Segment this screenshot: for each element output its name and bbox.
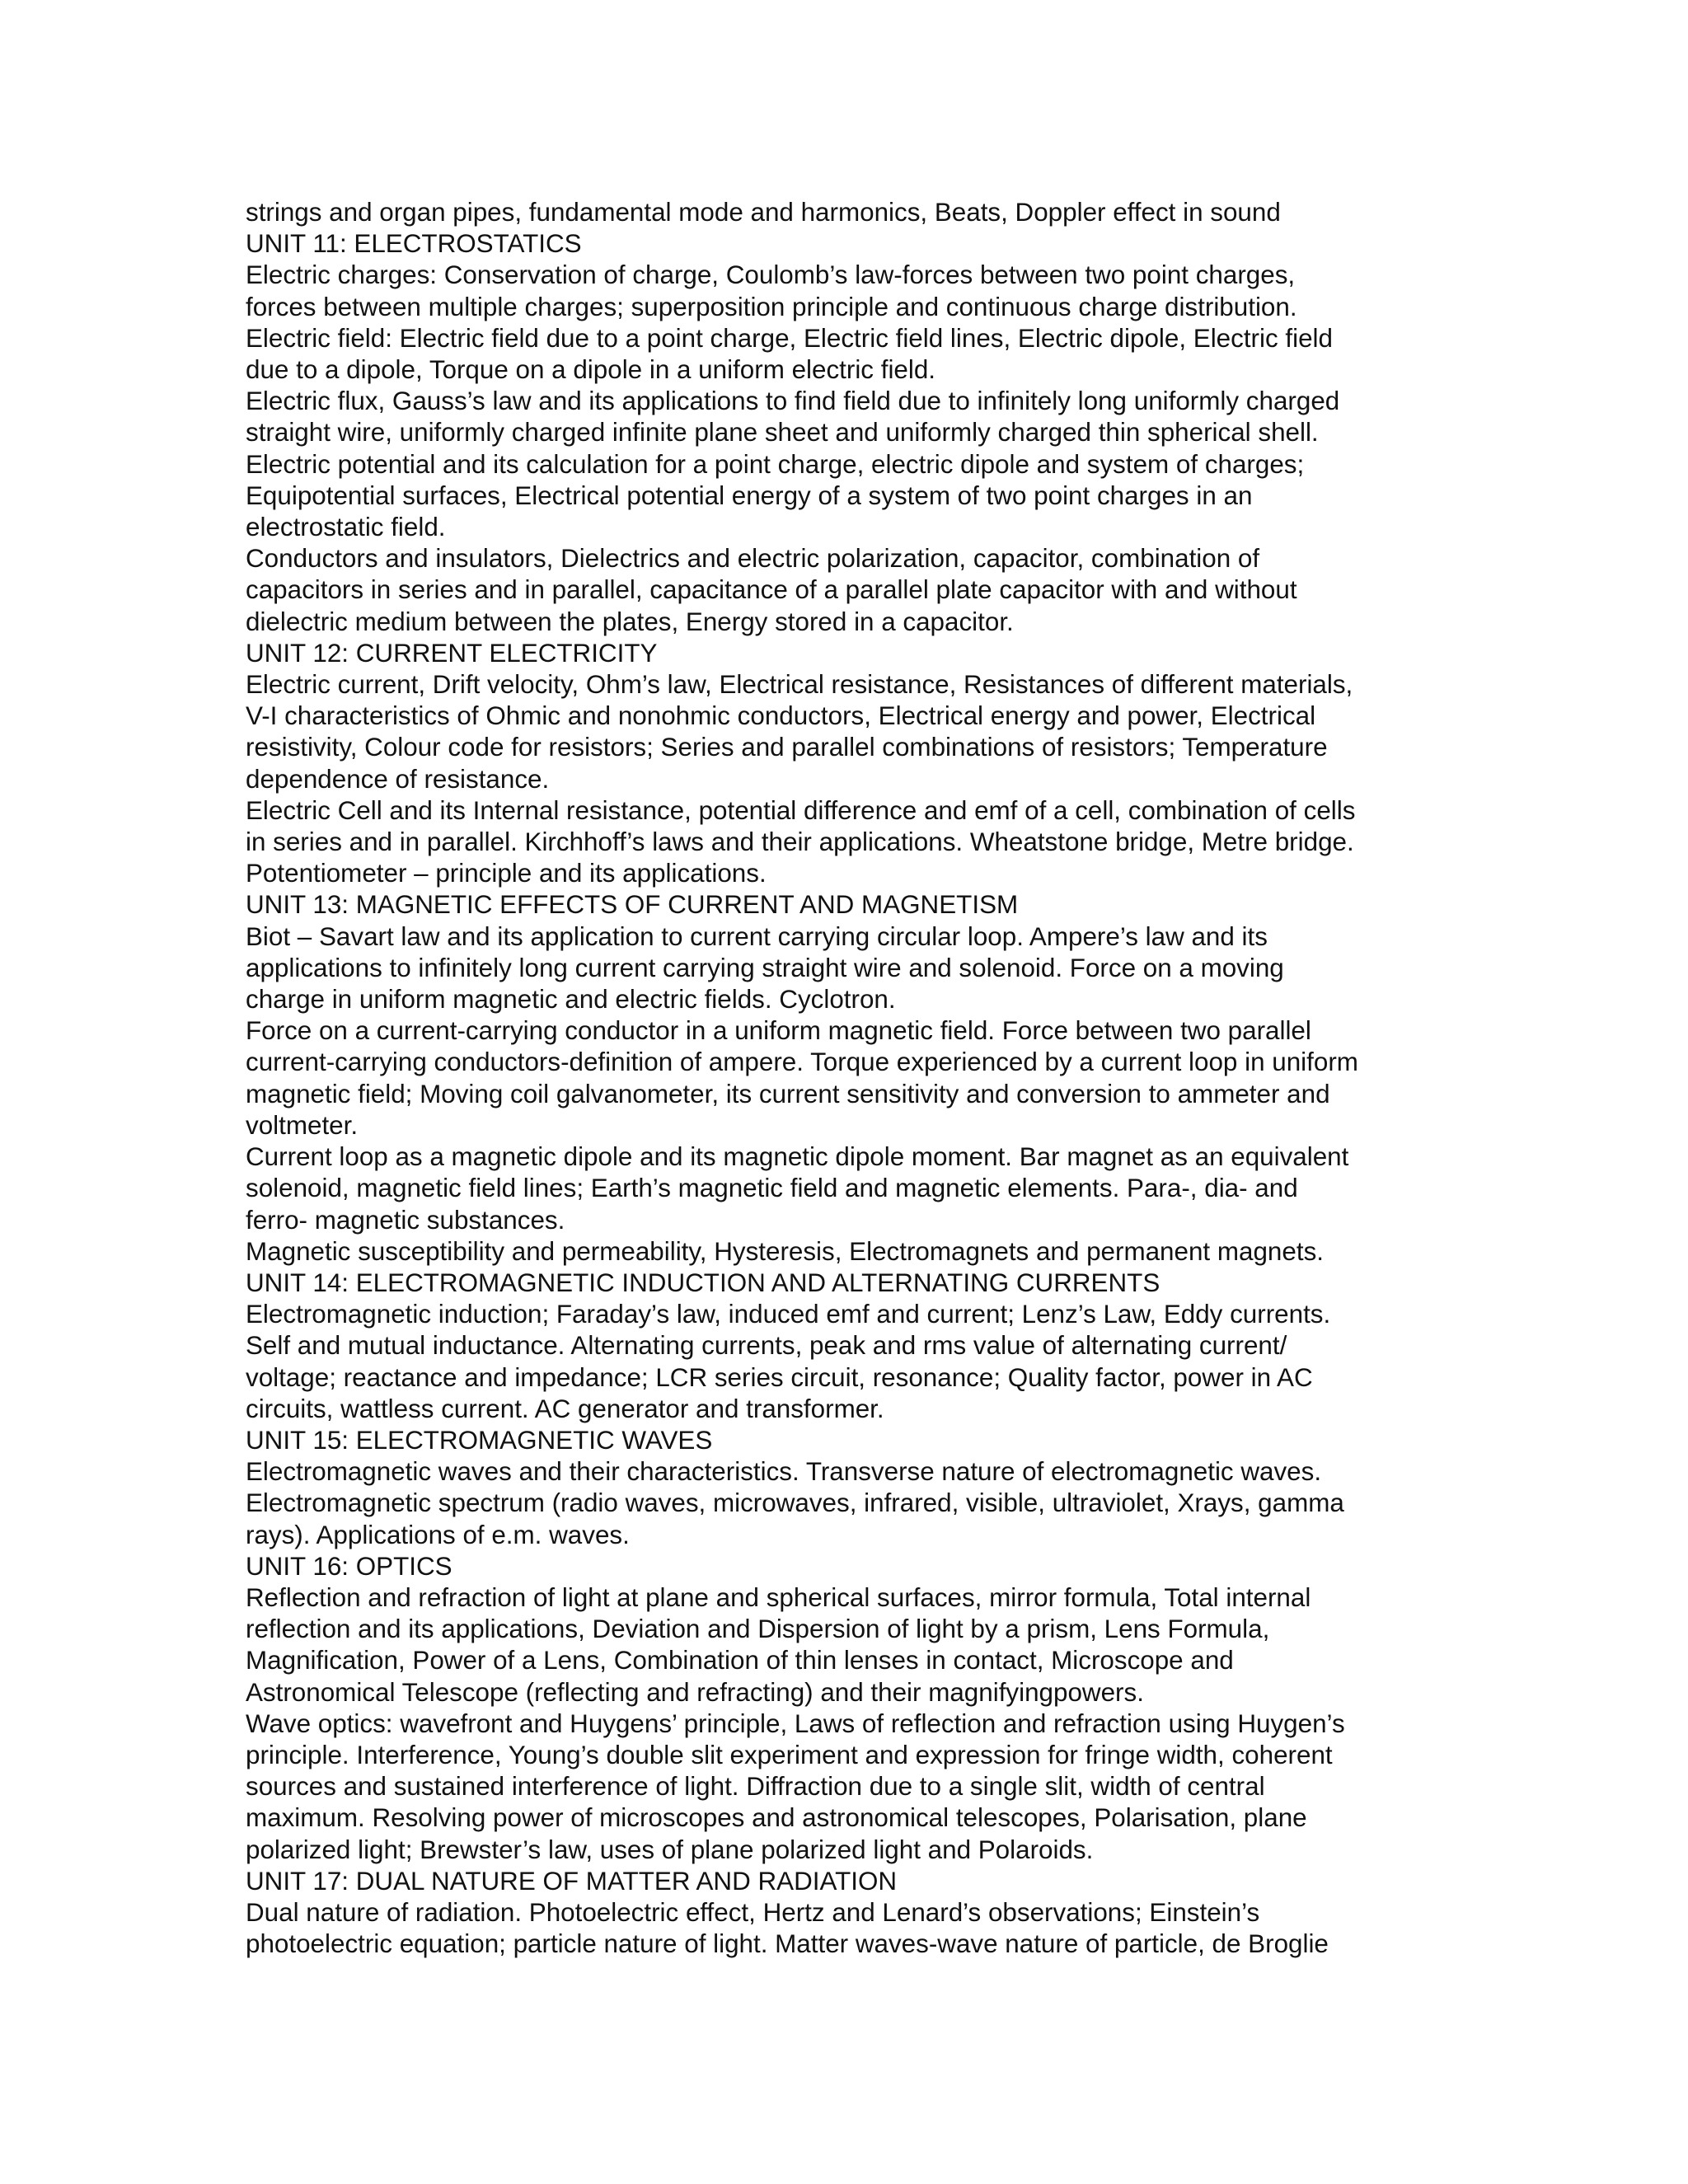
text-line: Biot – Savart law and its application to current carrying circular loop. Ampere’s law and its [246, 921, 1268, 951]
text-line: magnetic field; Moving coil galvanometer, its current sensitivity and conversion to ammeter and [246, 1079, 1330, 1108]
text-line: electrostatic field. [246, 513, 446, 542]
text-line: ferro- magnetic substances. [246, 1205, 565, 1235]
text-line: Electric field: Electric field due to a point charge, Electric field lines, Electric dipole, Electric field [246, 323, 1333, 353]
text-line: Current loop as a magnetic dipole and its magnetic dipole moment. Bar magnet as an equivalent [246, 1142, 1349, 1172]
text-line: charge in uniform magnetic and electric fields. Cyclotron. [246, 985, 896, 1015]
text-line: applications to infinitely long current carrying straight wire and solenoid. Force on a moving [246, 953, 1284, 982]
text-line: Electromagnetic waves and their characteristics. Transverse nature of electromagnetic waves. [246, 1457, 1322, 1487]
text-line: Reflection and refraction of light at plane and spherical surfaces, mirror formula, Total internal [246, 1582, 1311, 1612]
text-line: Equipotential surfaces, Electrical potential energy of a system of two point charges in an [246, 480, 1253, 510]
unit-heading: UNIT 16: OPTICS [246, 1551, 452, 1581]
text-line: straight wire, uniformly charged infinite plane sheet and uniformly charged thin spherical shell. [246, 418, 1319, 448]
text-line: Electric flux, Gauss’s law and its applications to find field due to infinitely long uniformly charged [246, 387, 1340, 416]
text-line: Electric potential and its calculation for a point charge, electric dipole and system of charges; [246, 449, 1305, 479]
text-line: strings and organ pipes, fundamental mode and harmonics, Beats, Doppler effect in sound [246, 198, 1281, 227]
text-line: Astronomical Telescope (reflecting and refracting) and their magnifyingpowers. [246, 1677, 1144, 1707]
text-line: polarized light; Brewster’s law, uses of plane polarized light and Polaroids. [246, 1835, 1094, 1864]
text-line: principle. Interference, Young’s double slit experiment and expression for fringe width, coherent [246, 1740, 1333, 1769]
text-line: dielectric medium between the plates, Energy stored in a capacitor. [246, 607, 1014, 636]
text-line: Electric current, Drift velocity, Ohm’s law, Electrical resistance, Resistances of different materials, [246, 670, 1353, 700]
text-line: Conductors and insulators, Dielectrics and electric polarization, capacitor, combination of [246, 544, 1260, 574]
text-line: Magnetic susceptibility and permeability, Hysteresis, Electromagnets and permanent magnets. [246, 1236, 1324, 1266]
text-line: in series and in parallel. Kirchhoff’s laws and their applications. Wheatstone bridge, Metre bridge. [246, 827, 1354, 857]
unit-heading: UNIT 17: DUAL NATURE OF MATTER AND RADIATION [246, 1866, 898, 1896]
text-line: Magnification, Power of a Lens, Combination of thin lenses in contact, Microscope and [246, 1646, 1234, 1675]
text-line: circuits, wattless current. AC generator and transformer. [246, 1394, 884, 1423]
text-line: Electric Cell and its Internal resistance, potential difference and emf of a cell, combination of cells [246, 795, 1356, 825]
text-line: forces between multiple charges; superposition principle and continuous charge distribution. [246, 292, 1297, 321]
text-line: current-carrying conductors-definition of ampere. Torque experienced by a current loop in uniform [246, 1047, 1358, 1077]
text-line: Dual nature of radiation. Photoelectric effect, Hertz and Lenard’s observations; Einstein’s [246, 1897, 1260, 1927]
text-line: Electric charges: Conservation of charge, Coulomb’s law-forces between two point charges, [246, 260, 1296, 290]
unit-heading: UNIT 12: CURRENT ELECTRICITY [246, 638, 658, 668]
unit-heading: UNIT 11: ELECTROSTATICS [246, 229, 582, 259]
text-line: voltmeter. [246, 1110, 359, 1140]
text-line: voltage; reactance and impedance; LCR series circuit, resonance; Quality factor, power in AC [246, 1362, 1313, 1392]
text-line: Electromagnetic spectrum (radio waves, microwaves, infrared, visible, ultraviolet, Xrays, gamma [246, 1488, 1344, 1518]
text-line: solenoid, magnetic field lines; Earth’s magnetic field and magnetic elements. Para-, dia- and [246, 1174, 1298, 1203]
text-line: sources and sustained interference of light. Diffraction due to a single slit, width of central [246, 1772, 1265, 1802]
document-page [246, 197, 1441, 1960]
text-line: maximum. Resolving power of microscopes and astronomical telescopes, Polarisation, plane [246, 1803, 1307, 1833]
text-line: reflection and its applications, Deviation and Dispersion of light by a prism, Lens Formula, [246, 1615, 1270, 1644]
text-line: V-I characteristics of Ohmic and nonohmic conductors, Electrical energy and power, Electrical [246, 701, 1316, 731]
text-line: rays). Applications of e.m. waves. [246, 1520, 630, 1549]
text-line: Wave optics: wavefront and Huygens’ principle, Laws of reflection and refraction using Huygen’s [246, 1708, 1345, 1738]
text-line: dependence of resistance. [246, 764, 550, 794]
unit-heading: UNIT 15: ELECTROMAGNETIC WAVES [246, 1425, 713, 1455]
text-line: capacitors in series and in parallel, capacitance of a parallel plate capacitor with and without [246, 575, 1297, 605]
unit-heading: UNIT 14: ELECTROMAGNETIC INDUCTION AND ALTERNATING CURRENTS [246, 1268, 1160, 1297]
text-line: photoelectric equation; particle nature of light. Matter waves-wave nature of particle, de Broglie [246, 1929, 1329, 1959]
text-line: due to a dipole, Torque on a dipole in a uniform electric field. [246, 355, 936, 385]
unit-heading: UNIT 13: MAGNETIC EFFECTS OF CURRENT AND MAGNETISM [246, 890, 1019, 920]
text-line: Potentiometer – principle and its applications. [246, 859, 767, 888]
text-line: Self and mutual inductance. Alternating currents, peak and rms value of alternating current/ [246, 1331, 1287, 1361]
text-line: Force on a current-carrying conductor in a uniform magnetic field. Force between two parallel [246, 1016, 1311, 1046]
text-line: Electromagnetic induction; Faraday’s law, induced emf and current; Lenz’s Law, Eddy currents. [246, 1300, 1331, 1329]
text-line: resistivity, Colour code for resistors; Series and parallel combinations of resistors; Temperature [246, 733, 1328, 762]
